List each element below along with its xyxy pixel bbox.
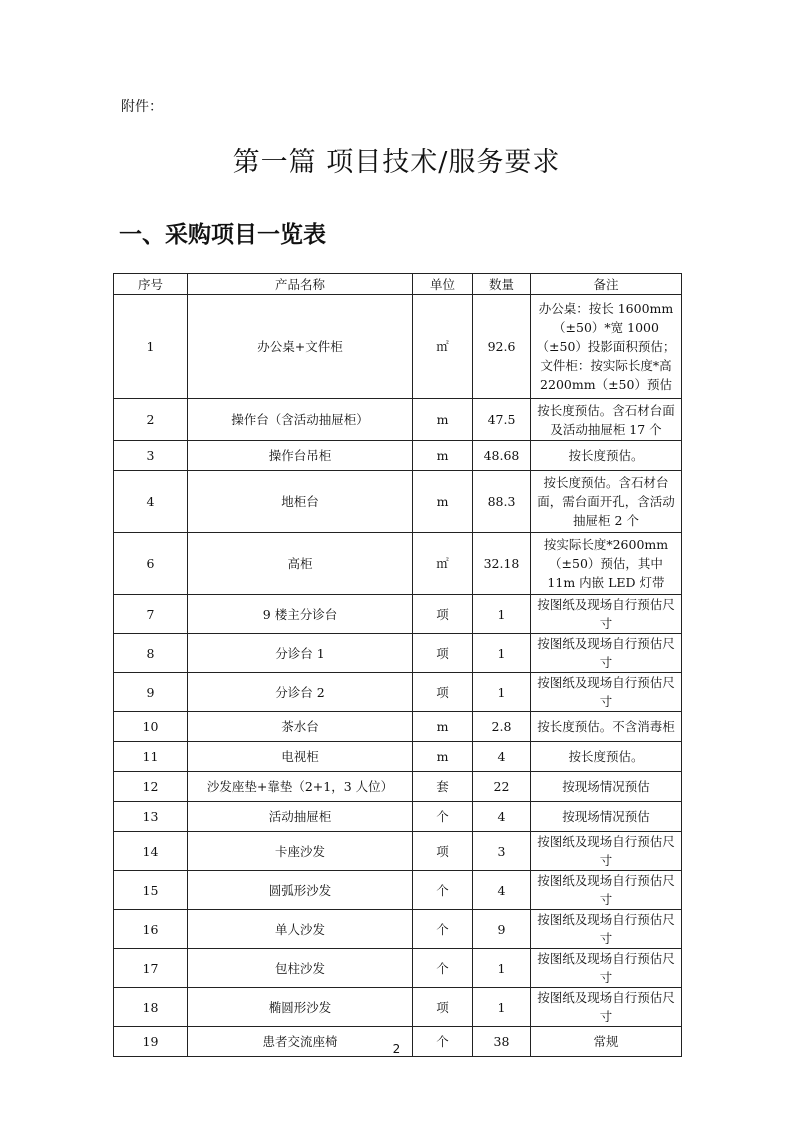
cell-qty: 32.18	[473, 533, 531, 595]
cell-unit: 个	[413, 949, 473, 988]
cell-unit: 项	[413, 634, 473, 673]
attachment-label: 附件：	[121, 99, 163, 115]
document-title: 第一篇 项目技术/服务要求	[232, 147, 561, 178]
cell-note: 按长度预估。不含消毒柜	[531, 712, 682, 742]
cell-unit: 个	[413, 802, 473, 832]
cell-note: 常规	[531, 1027, 682, 1057]
cell-name: 沙发座垫+靠垫（2+1，3 人位）	[188, 772, 413, 802]
cell-note: 按图纸及现场自行预估尺寸	[531, 595, 682, 634]
cell-qty: 2.8	[473, 712, 531, 742]
table-row	[114, 910, 682, 949]
cell-unit: m	[413, 471, 473, 533]
cell-note: 按图纸及现场自行预估尺寸	[531, 949, 682, 988]
table-row	[114, 634, 682, 673]
cell-name: 包柱沙发	[188, 949, 413, 988]
cell-name: 办公桌+文件柜	[188, 295, 413, 399]
cell-qty: 1	[473, 595, 531, 634]
cell-unit: 套	[413, 772, 473, 802]
cell-qty: 9	[473, 910, 531, 949]
cell-no: 3	[114, 441, 188, 471]
cell-unit: 项	[413, 988, 473, 1027]
cell-note: 按图纸及现场自行预估尺寸	[531, 634, 682, 673]
cell-qty: 1	[473, 634, 531, 673]
cell-no: 2	[114, 399, 188, 441]
cell-note: 按图纸及现场自行预估尺寸	[531, 988, 682, 1027]
cell-note: 办公桌：按长 1600mm（±50）*宽 1000（±50）投影面积预估；文件柜：按实际长度*高 2200mm（±50）预估	[531, 295, 682, 399]
cell-qty: 38	[473, 1027, 531, 1057]
table-row	[114, 802, 682, 832]
cell-name: 高柜	[188, 533, 413, 595]
table-row	[114, 988, 682, 1027]
cell-qty: 1	[473, 988, 531, 1027]
cell-qty: 88.3	[473, 471, 531, 533]
cell-unit: 项	[413, 673, 473, 712]
cell-qty: 92.6	[473, 295, 531, 399]
header-no: 序号	[114, 274, 188, 295]
cell-unit: 个	[413, 910, 473, 949]
cell-name: 操作台吊柜	[188, 441, 413, 471]
table-row	[114, 871, 682, 910]
cell-note: 按实际长度*2600mm（±50）预估，其中 11m 内嵌 LED 灯带	[531, 533, 682, 595]
cell-unit: 项	[413, 832, 473, 871]
cell-name: 活动抽屉柜	[188, 802, 413, 832]
cell-no: 10	[114, 712, 188, 742]
table-row	[114, 595, 682, 634]
procurement-table	[113, 273, 682, 1057]
cell-note: 按图纸及现场自行预估尺寸	[531, 673, 682, 712]
cell-no: 17	[114, 949, 188, 988]
cell-note: 按现场情况预估	[531, 772, 682, 802]
header-unit: 单位	[413, 274, 473, 295]
cell-note: 按长度预估。含石材台面，需台面开孔，含活动抽屉柜 2 个	[531, 471, 682, 533]
cell-qty: 1	[473, 949, 531, 988]
cell-note: 按现场情况预估	[531, 802, 682, 832]
cell-note: 按长度预估。	[531, 441, 682, 471]
table-row	[114, 772, 682, 802]
cell-name: 单人沙发	[188, 910, 413, 949]
cell-unit: m	[413, 742, 473, 772]
cell-no: 9	[114, 673, 188, 712]
cell-unit: ㎡	[413, 295, 473, 399]
cell-name: 分诊台 2	[188, 673, 413, 712]
section-heading: 一、采购项目一览表	[119, 222, 326, 248]
cell-no: 1	[114, 295, 188, 399]
cell-note: 按长度预估。	[531, 742, 682, 772]
cell-note: 按长度预估。含石材台面及活动抽屉柜 17 个	[531, 399, 682, 441]
table-row	[114, 832, 682, 871]
cell-name: 9 楼主分诊台	[188, 595, 413, 634]
cell-no: 12	[114, 772, 188, 802]
table-row	[114, 533, 682, 595]
cell-unit: m	[413, 712, 473, 742]
cell-qty: 1	[473, 673, 531, 712]
cell-name: 圆弧形沙发	[188, 871, 413, 910]
cell-name: 操作台（含活动抽屉柜）	[188, 399, 413, 441]
cell-unit: m	[413, 399, 473, 441]
cell-note: 按图纸及现场自行预估尺寸	[531, 832, 682, 871]
cell-name: 患者交流座椅	[188, 1027, 413, 1057]
header-name: 产品名称	[188, 274, 413, 295]
page-number: 2	[392, 1042, 401, 1056]
cell-note: 按图纸及现场自行预估尺寸	[531, 871, 682, 910]
cell-unit: 个	[413, 1027, 473, 1057]
cell-no: 7	[114, 595, 188, 634]
table-row	[114, 295, 682, 399]
table-row	[114, 712, 682, 742]
table-row	[114, 673, 682, 712]
cell-unit: 项	[413, 595, 473, 634]
cell-name: 地柜台	[188, 471, 413, 533]
cell-qty: 48.68	[473, 441, 531, 471]
table-header-row	[114, 274, 682, 295]
table-row	[114, 441, 682, 471]
cell-no: 19	[114, 1027, 188, 1057]
table-row	[114, 742, 682, 772]
cell-qty: 4	[473, 871, 531, 910]
cell-unit: ㎡	[413, 533, 473, 595]
cell-qty: 4	[473, 802, 531, 832]
cell-note: 按图纸及现场自行预估尺寸	[531, 910, 682, 949]
cell-qty: 4	[473, 742, 531, 772]
cell-qty: 47.5	[473, 399, 531, 441]
cell-no: 8	[114, 634, 188, 673]
cell-no: 4	[114, 471, 188, 533]
table-row	[114, 471, 682, 533]
cell-no: 6	[114, 533, 188, 595]
cell-no: 11	[114, 742, 188, 772]
cell-name: 分诊台 1	[188, 634, 413, 673]
cell-name: 椭圆形沙发	[188, 988, 413, 1027]
cell-name: 茶水台	[188, 712, 413, 742]
cell-no: 15	[114, 871, 188, 910]
cell-no: 14	[114, 832, 188, 871]
cell-qty: 22	[473, 772, 531, 802]
cell-qty: 3	[473, 832, 531, 871]
header-qty: 数量	[473, 274, 531, 295]
cell-unit: 个	[413, 871, 473, 910]
cell-name: 卡座沙发	[188, 832, 413, 871]
table-row	[114, 399, 682, 441]
cell-no: 13	[114, 802, 188, 832]
table-row	[114, 949, 682, 988]
cell-no: 16	[114, 910, 188, 949]
cell-name: 电视柜	[188, 742, 413, 772]
header-note: 备注	[531, 274, 682, 295]
cell-no: 18	[114, 988, 188, 1027]
cell-unit: m	[413, 441, 473, 471]
